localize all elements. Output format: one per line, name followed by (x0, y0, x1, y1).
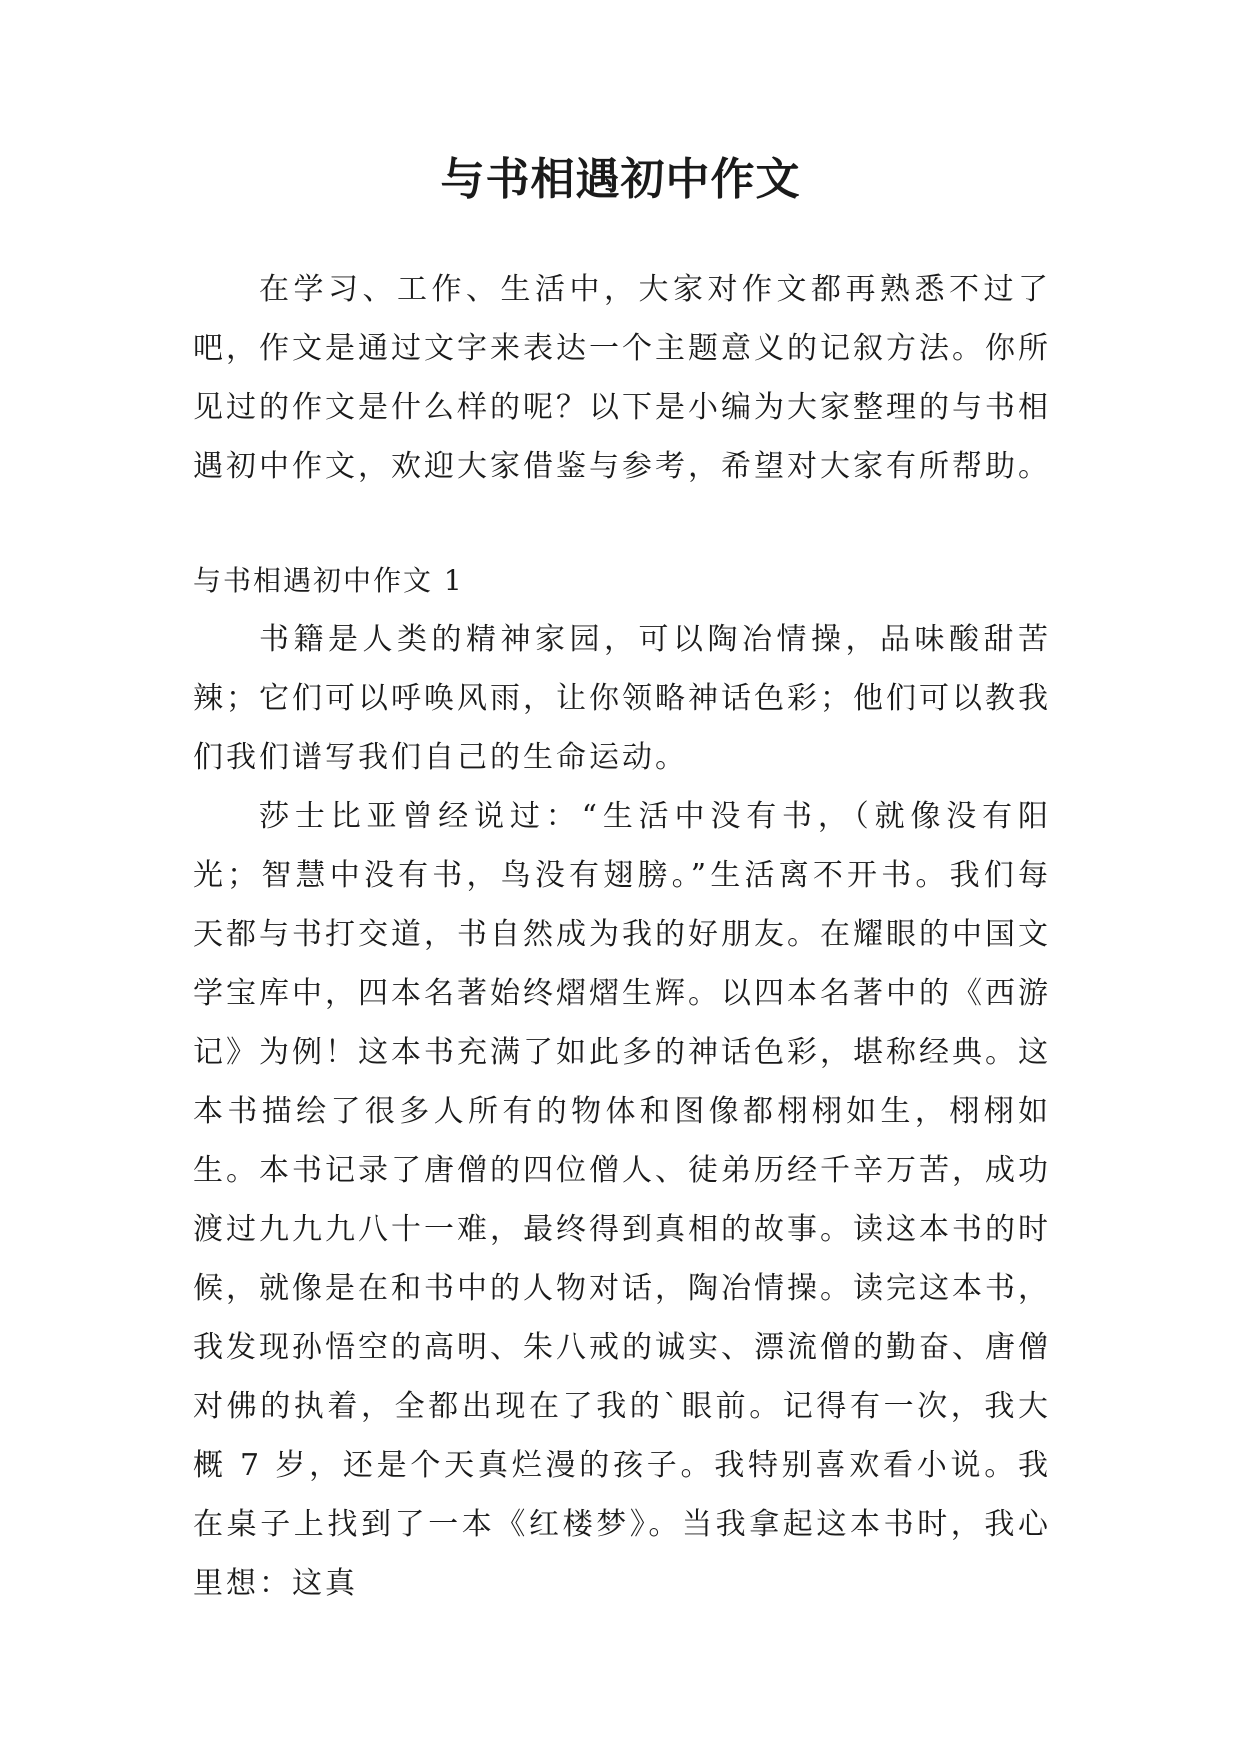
body-paragraph: 莎士比亚曾经说过：“生活中没有书，（就像没有阳光；智慧中没有书，鸟没有翅膀。”生活离不开书。我们每天都与书打交道，书自然成为我的好朋友。在耀眼的中国文学宝库中，四本名著始终熠熠生辉。以四本名著中的《西游记》为例！这本书充满了如此多的神话色彩，堪称经典。这本书描绘了很多人所有的物体和图像都栩栩如生，栩栩如生。本书记录了唐僧的四位僧人、徒弟历经千辛万苦，成功渡过九九九八十一难，最终得到真相的故事。读这本书的时候，就像是在和书中的人物对话，陶冶情操。读完这本书，我发现孙悟空的高明、朱八戒的诚实、漂流僧的勤奋、唐僧对佛的执着，全都出现在了我的`眼前。记得有一次，我大概 7 岁，还是个天真烂漫的孩子。我特别喜欢看小说。我在桌子上找到了一本《红楼梦》。当我拿起这本书时，我心里想：这真 (193, 799, 1051, 1601)
section-heading: 与书相遇初中作文 1 (193, 564, 464, 597)
intro-paragraph: 在学习、工作、生活中，大家对作文都再熟悉不过了吧，作文是通过文字来表达一个主题意义的记叙方法。你所见过的作文是什么样的呢？以下是小编为大家整理的与书相遇初中作文，欢迎大家借鉴与参考，希望对大家有所帮助。 (193, 272, 1051, 484)
document-body (193, 260, 1051, 1613)
document-title: 与书相遇初中作文 (440, 154, 801, 205)
body-paragraph: 书籍是人类的精神家园，可以陶冶情操，品味酸甜苦辣；它们可以呼唤风雨，让你领略神话色彩；他们可以教我们我们谱写我们自己的生命运动。 (193, 622, 1051, 775)
